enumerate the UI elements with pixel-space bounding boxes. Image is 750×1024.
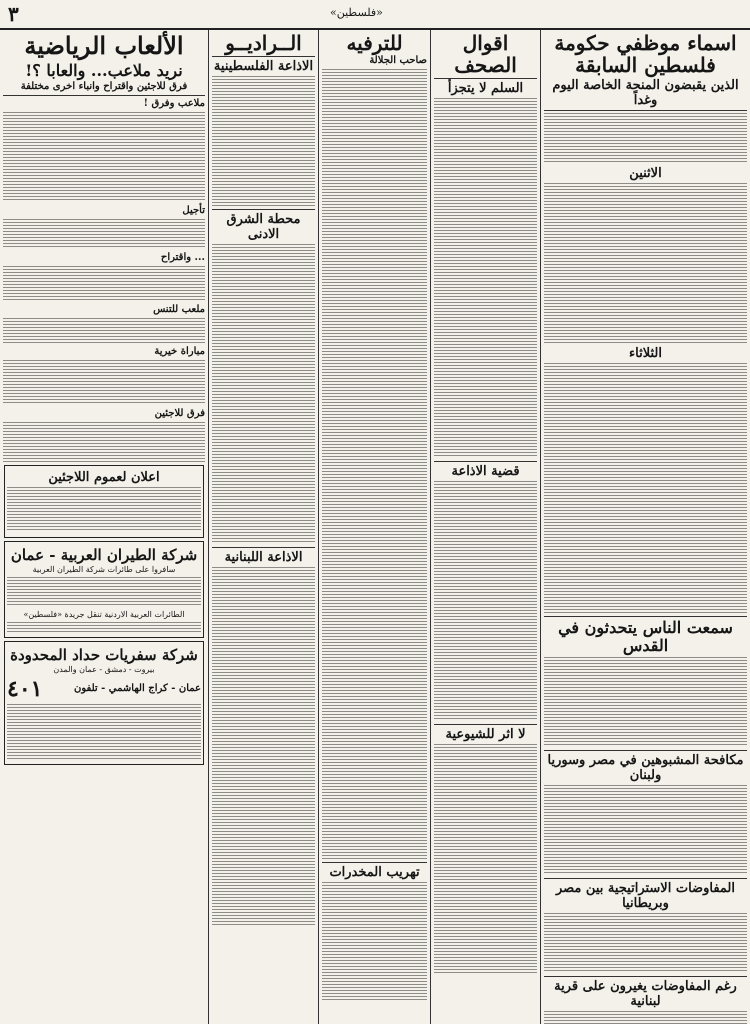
press-headline-1: السلم لا يتجزأ — [447, 81, 524, 96]
radio-near-east: محطة الشرق الادنى — [226, 212, 301, 242]
newspaper-name: «فلسطين» — [330, 6, 383, 19]
sports-section-3: ... واقتراح — [160, 252, 205, 263]
airline-ad — [4, 541, 204, 638]
column-employees — [540, 30, 750, 1024]
quds-title: سمعت الناس يتحدثون في القدس — [558, 618, 733, 655]
column-press — [430, 30, 540, 1024]
airline-line-2: الطائرات العربية الاردنية تنقل جريدة «فلسطين» — [23, 610, 185, 619]
employees-title: اسماء موظفي حكومة فلسطين السابقة — [554, 31, 737, 77]
press-headline-3: لا اثر للشيوعية — [445, 727, 526, 742]
page-number: ٣ — [8, 2, 19, 26]
leisure-author: صاحب الجلالة — [369, 55, 427, 66]
column-sports — [0, 30, 208, 1024]
sports-subheadline: فرق للاجئين واقتراح وانباء اخرى مختلفة — [20, 81, 188, 92]
talks-title: المفاوضات الاستراتيجية بين مصر وبريطانيا — [555, 881, 736, 911]
press-title: اقوال الصحف — [454, 31, 517, 77]
refugee-notice-title: اعلان لعموم اللاجئين — [48, 470, 160, 485]
sports-headline: نريد ملاعب... والعابا ؟! — [25, 61, 183, 80]
sports-section-1: ملاعب وفرق ! — [143, 98, 205, 109]
airline-title: شركة الطيران العربية - عمان — [10, 546, 198, 564]
haddad-title: شركة سفريات حداد المحدودة — [10, 646, 198, 664]
haddad-line-1: بيروت - دمشق - عمان والمدن — [53, 665, 155, 674]
sports-section-2: تأجيل — [182, 205, 205, 216]
haddad-phone: ٤٠١ — [7, 676, 43, 702]
haddad-ad — [4, 641, 204, 765]
haddad-line-2: عمان - كراج الهاشمي - تلفون — [74, 683, 201, 694]
sports-section-5: مباراة خيرية — [154, 346, 205, 357]
column-radio — [208, 30, 318, 1024]
radio-palestine: الاذاعة الفلسطينية — [213, 59, 314, 74]
day-monday: الاثنين — [629, 166, 662, 181]
press-headline-2: قضية الاذاعة — [451, 464, 520, 479]
masthead — [0, 0, 750, 30]
column-leisure — [318, 30, 430, 1024]
refugee-notice-box — [4, 465, 204, 538]
smuggling-title: مكافحة المشبوهين في مصر وسوريا ولبنان — [547, 753, 744, 783]
leisure-headline-2: تهريب المخدرات — [329, 865, 420, 880]
radio-lebanon: الاذاعة اللبنانية — [224, 550, 303, 565]
airline-line-1: سافروا على طائرات شركة الطيران العربية — [32, 565, 176, 574]
employees-subtitle: الذين يقبضون المنحة الخاصة اليوم وغداً — [552, 78, 739, 108]
columns — [0, 30, 750, 1024]
sports-section-6: فرق للاجئين — [154, 408, 205, 419]
leisure-title: للترفيه — [346, 31, 403, 55]
sports-section-4: ملعب للتنس — [153, 304, 205, 315]
raid-title: رغم المفاوضات يغيرون على قرية لبنانية — [554, 979, 737, 1009]
day-tuesday: الثلاثاء — [629, 346, 662, 361]
sports-title: الألعاب الرياضية — [24, 31, 184, 60]
radio-title: الــراديــو — [225, 31, 302, 55]
